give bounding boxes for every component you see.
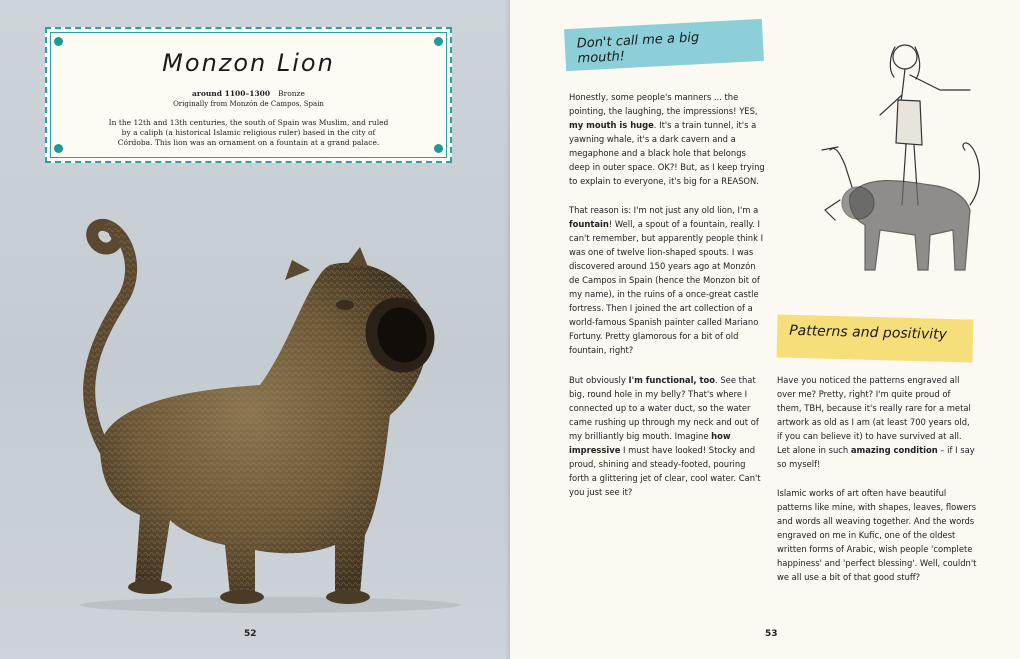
paragraph-4: Have you noticed the patterns engraved all over me? Pretty, right? I'm quite proud of them, TBH, because it's really rare for a metal artwork as old as I am (at least 700 years old, if you can believe it) to have survived at all. Let alone in such amazing condition – if I say so myself!	[777, 375, 975, 469]
page-number-right: 53	[765, 629, 778, 639]
corner-dot-icon	[434, 37, 443, 46]
card-description: In the 12th and 13th centuries, the south of Spain was Muslim, and ruled by a caliph (a historical Islamic religious ruler) based in the city of Córdoba. This lion was an ornament on a fountain at a grand palace.	[108, 118, 389, 147]
paragraph-1: Honestly, some people's manners ... the pointing, the laughing, the impressions! YES, my mouth is huge. It's a train tunnel, it's a yawning whale, it's a dark cavern and a megaphone and a black hole that belongs deep in outer space. OK?! But, as I keep trying to explain to everyone, it's big for a REASON.	[569, 92, 765, 186]
card-material: Bronze	[278, 89, 305, 98]
paragraph-2: That reason is: I'm not just any old lion, I'm a fountain! Well, a spout of a fountain, really. I can't remember, but apparently people think I was one of twelve lion-shaped spouts. I was discovered around 150 years ago at Monzón de Campos in Spain (hence the Monzon bit of my name), in the ruins of a once-great castle fortress. Then I joined the art collection of a world-famous Spanish painter called Mariano Fortuny. Pretty glamorous for a bit of old fountain, right?	[569, 205, 764, 355]
card-date-material	[47, 89, 450, 98]
card-origin: Originally from Monzón de Campos, Spain	[173, 100, 324, 108]
corner-dot-icon	[54, 144, 63, 153]
card-date: around 1100–1300	[192, 89, 271, 98]
paragraph-3: But obviously I'm functional, too. See that big, round hole in my belly? That's where I connected up to a water duct, so the water came rushing up through my neck and out of my brilliantly big mouth. Imagine how impressive I must have looked! Stocky and proud, shining and steady-footed, pouring forth a glittering jet of clear, cool water. Can't you just see it?	[569, 375, 761, 497]
info-card	[45, 27, 452, 163]
heading-patterns: Patterns and positivity	[776, 314, 973, 362]
page-number-left: 52	[244, 629, 257, 639]
lion-sketch-illustration	[810, 35, 990, 275]
corner-dot-icon	[54, 37, 63, 46]
card-title: Monzon Lion	[162, 49, 335, 77]
paragraph-5: Islamic works of art often have beautiful patterns like mine, with shapes, leaves, flowers and words all weaving together. And the words engraved on me in Kufic, one of the oldest written forms of Arabic, wish people 'complete happiness' and 'perfect blessing'. Well, couldn't we all use a bit of that good stuff?	[777, 488, 977, 582]
heading-big-mouth: Don't call me a big mouth!	[564, 19, 764, 71]
corner-dot-icon	[434, 144, 443, 153]
monzon-lion-image	[30, 185, 480, 615]
